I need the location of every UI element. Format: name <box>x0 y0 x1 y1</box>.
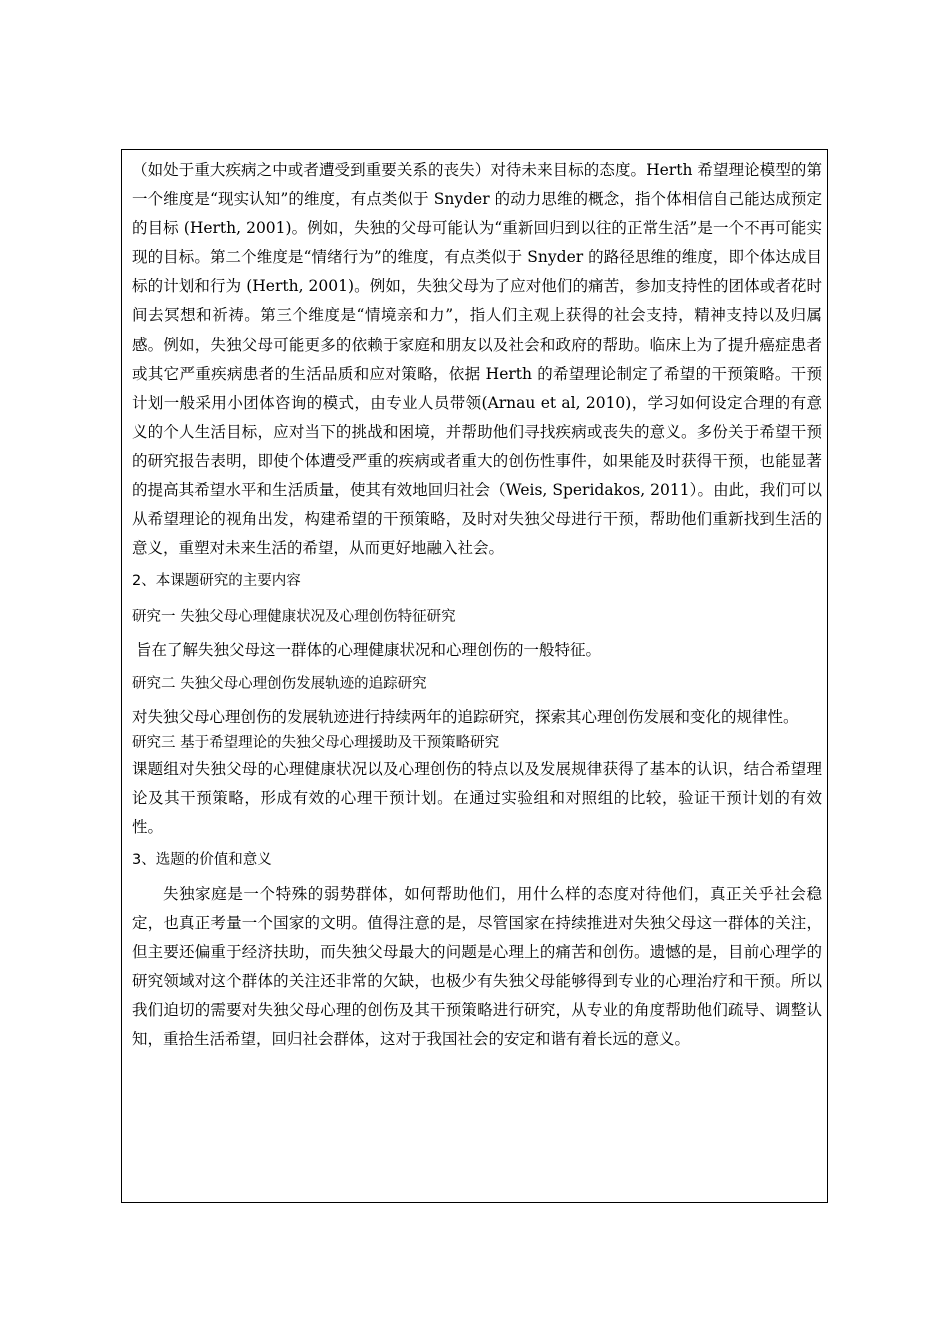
study-1-text: 旨在了解失独父母这一群体的心理健康状况和心理创伤的一般特征。 <box>136 641 602 660</box>
study-3-heading: 研究三 基于希望理论的失独父母心理援助及干预策略研究 <box>132 734 500 751</box>
section-2-heading: 2、本课题研究的主要内容 <box>132 573 301 590</box>
study-2-text: 对失独父母心理创伤的发展轨迹进行持续两年的追踪研究，探索其心理创伤发展和变化的规律性。 <box>132 708 799 727</box>
study-1-heading: 研究一 失独父母心理健康状况及心理创伤特征研究 <box>132 609 456 626</box>
document-body <box>132 156 822 1054</box>
value-paragraph: 失独家庭是一个特殊的弱势群体，如何帮助他们，用什么样的态度对待他们，真正关乎社会稳定，也真正考量一个国家的文明。值得注意的是，尽管国家在持续推进对失独父母这一群体的关注，但主要还偏重于经济扶助，而失独父母最大的问题是心理上的痛苦和创伤。遗憾的是，目前心理学的研究领域对这个群体的关注还非常的欠缺，也极少有失独父母能够得到专业的心理治疗和干预。所以我们迫切的需要对失独父母心理的创伤及其干预策略进行研究，从专业的角度帮助他们疏导、调整认知，重拾生活希望，回归社会群体，这对于我国社会的安定和谐有着长远的意义。 <box>132 884 822 1049</box>
study-2-heading: 研究二 失独父母心理创伤发展轨迹的追踪研究 <box>132 676 427 693</box>
intro-paragraph: （如处于重大疾病之中或者遭受到重要关系的丧失）对待未来目标的态度。Herth 希望理论模型的第一个维度是“现实认知”的维度，有点类似于 Snyder 的动力思维的概念，指个体相信自己能达成预定的目标 (Herth, 2001)。例如，失独的父母可能认为“重新回归到以往的正常生活”是一个不再可能实现的目标。第二个维度是“情绪行为”的维度，有点类似于 Snyder 的路径思维的维度，即个体达成目标的计划和行为 (Herth, 2001)。例如，失独父母为了应对他们的痛苦，参加支持性的团体或者花时间去冥想和祈祷。第三个维度是“情境亲和力”，指人们主观上获得的社会支持，精神支持以及归属感。例如，失独父母可能更多的依赖于家庭和朋友以及社会和政府的帮助。临床上为了提升癌症患者或其它严重疾病患者的生活品质和应对策略，依据 Herth 的希望理论制定了希望的干预策略。干预计划一般采用小团体咨询的模式，由专业人员带领(Arnau et al, 2010)，学习如何设定合理的有意义的个人生活目标，应对当下的挑战和困境，并帮助他们寻找疾病或丧失的意义。多份关于希望干预的研究报告表明，即使个体遭受严重的疾病或者重大的创伤性事件，如果能及时获得干预，也能显著的提高其希望水平和生活质量，使其有效地回归社会（Weis, Speridakos, 2011）。由此，我们可以从希望理论的视角出发，构建希望的干预策略，及时对失独父母进行干预，帮助他们重新找到生活的意义，重塑对未来生活的希望，从而更好地融入社会。 <box>132 161 822 558</box>
section-3-heading: 3、选题的价值和意义 <box>132 851 272 868</box>
study-3-text: 课题组对失独父母的心理健康状况以及心理创伤的特点以及发展规律获得了基本的认识，结合希望理论及其干预策略，形成有效的心理干预计划。在通过实验组和对照组的比较，验证干预计划的有效性。 <box>132 759 822 836</box>
